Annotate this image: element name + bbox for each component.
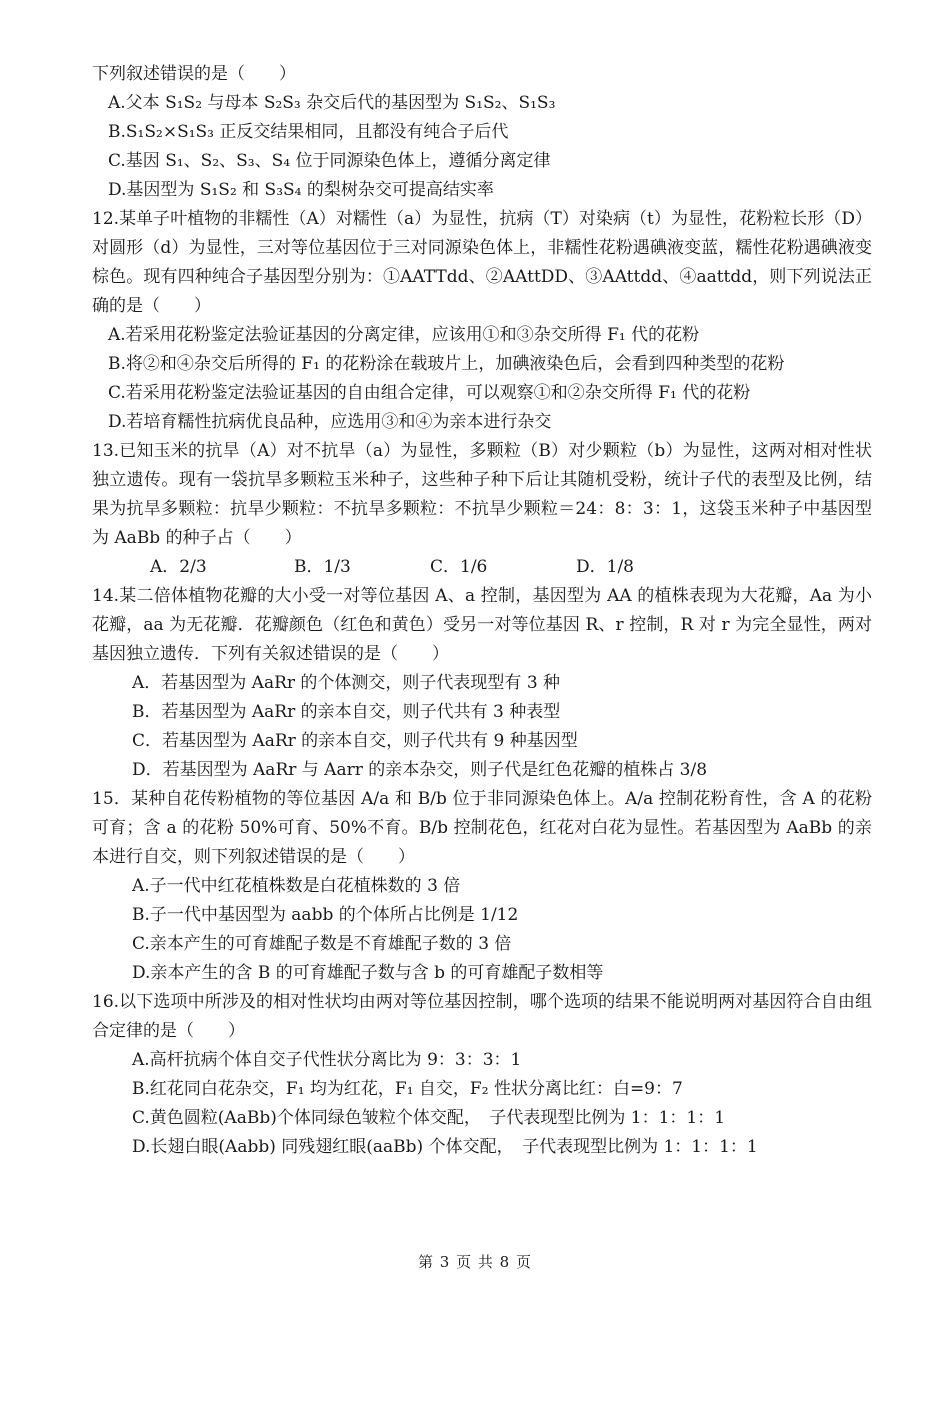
choice-row: [92, 553, 872, 582]
option-c: C．1/6: [430, 557, 488, 577]
option-c: C.基因 S₁、S₂、S₃、S₄ 位于同源染色体上，遵循分离定律: [108, 151, 551, 171]
option-a: A．若基因型为 AaRr 的个体测交，则子代表现型有 3 种: [132, 673, 561, 693]
option-b: B.红花同白花杂交，F₁ 均为红花，F₁ 自交，F₂ 性状分离比红：白=9：7: [132, 1079, 683, 1099]
question-stem: 14.某二倍体植物花瓣的大小受一对等位基因 A、a 控制，基因型为 AA 的植株表现为大花瓣，Aa 为小花瓣，aa 为无花瓣．花瓣颜色（红色和黄色）受另一对等位基因 R、r 控制，R 对 r 为完全显性，两对基因独立遗传．下列有关叙述错误的是（ ）: [92, 586, 872, 664]
question-stem: 15．某种自花传粉植物的等位基因 A/a 和 B/b 位于非同源染色体上。A/a 控制花粉育性，含 A 的花粉可育；含 a 的花粉 50%可育、50%不育。B/b 控制花色，红花对白花为显性。若基因型为 AaBb 的亲本进行自交，则下列叙述错误的是（ ）: [92, 789, 872, 867]
option-c: C．若基因型为 AaRr 的亲本自交，则子代共有 9 种基因型: [132, 731, 578, 751]
question-stem: 12.某单子叶植物的非糯性（A）对糯性（a）为显性，抗病（T）对染病（t）为显性，花粉粒长形（D）对圆形（d）为显性，三对等位基因位于三对同源染色体上，非糯性花粉遇碘液变蓝，糯性花粉遇碘液变棕色。现有四种纯合子基因型分别为：①AATTdd、②AAttDD、③AAttdd、④aattdd，则下列说法正确的是（ ）: [92, 209, 872, 316]
page-content: [92, 60, 872, 1162]
page-number: 第 3 页 共 8 页: [418, 1253, 532, 1271]
option-a: A.子一代中红花植株数是白花植株数的 3 倍: [132, 876, 461, 896]
option-d: D．1/8: [576, 557, 634, 577]
option-b: B.将②和④杂交后所得的 F₁ 的花粉涂在载玻片上，加碘液染色后，会看到四种类型的花粉: [108, 354, 785, 374]
option-b: B．若基因型为 AaRr 的亲本自交，则子代共有 3 种表型: [132, 702, 561, 722]
question-stem: 13.已知玉米的抗旱（A）对不抗旱（a）为显性，多颗粒（B）对少颗粒（b）为显性，这两对相对性状独立遗传。现有一袋抗旱多颗粒玉米种子，这些种子种下后让其随机受粉，统计子代的表型及比例，结果为抗旱多颗粒：抗旱少颗粒：不抗旱多颗粒：不抗旱少颗粒＝24：8：3：1，这袋玉米种子中基因型为 AaBb 的种子占（ ）: [92, 441, 872, 548]
option-d: D.基因型为 S₁S₂ 和 S₃S₄ 的梨树杂交可提高结实率: [108, 180, 494, 200]
question-14: [92, 582, 872, 785]
question-11: [92, 60, 872, 205]
option-a: A.父本 S₁S₂ 与母本 S₂S₃ 杂交后代的基因型为 S₁S₂、S₁S₃: [108, 93, 556, 113]
question-stem: 下列叙述错误的是（ ）: [92, 64, 296, 84]
question-16: [92, 988, 872, 1162]
option-c: C.若采用花粉鉴定法验证基因的自由组合定律，可以观察①和②杂交所得 F₁ 代的花粉: [108, 383, 751, 403]
option-d: D.若培育糯性抗病优良品种，应选用③和④为亲本进行杂交: [108, 412, 552, 432]
question-15: [92, 785, 872, 988]
question-12: [92, 205, 872, 437]
option-a: A.高杆抗病个体自交子代性状分离比为 9：3：3：1: [132, 1050, 522, 1070]
option-d: D.亲本产生的含 B 的可育雄配子数与含 b 的可育雄配子数相等: [132, 963, 604, 983]
option-d: D.长翅白眼(Aabb) 同残翅红眼(aaBb) 个体交配， 子代表现型比例为 1：1：1：1: [132, 1137, 758, 1157]
option-a: A．2/3: [150, 557, 207, 577]
question-13: [92, 437, 872, 582]
question-stem: 16.以下选项中所涉及的相对性状均由两对等位基因控制，哪个选项的结果不能说明两对基因符合自由组合定律的是（ ）: [92, 992, 872, 1041]
option-c: C.亲本产生的可育雄配子数是不育雄配子数的 3 倍: [132, 934, 512, 954]
option-b: B.S₁S₂×S₁S₃ 正反交结果相同，且都没有纯合子后代: [108, 122, 509, 142]
option-b: B.子一代中基因型为 aabb 的个体所占比例是 1/12: [132, 905, 519, 925]
option-d: D．若基因型为 AaRr 与 Aarr 的亲本杂交，则子代是红色花瓣的植株占 3/8: [132, 760, 708, 780]
option-b: B．1/3: [294, 557, 351, 577]
option-c: C.黄色圆粒(AaBb)个体同绿色皱粒个体交配， 子代表现型比例为 1：1：1：1: [132, 1108, 726, 1128]
option-a: A.若采用花粉鉴定法验证基因的分离定律，应该用①和③杂交所得 F₁ 代的花粉: [108, 325, 700, 345]
